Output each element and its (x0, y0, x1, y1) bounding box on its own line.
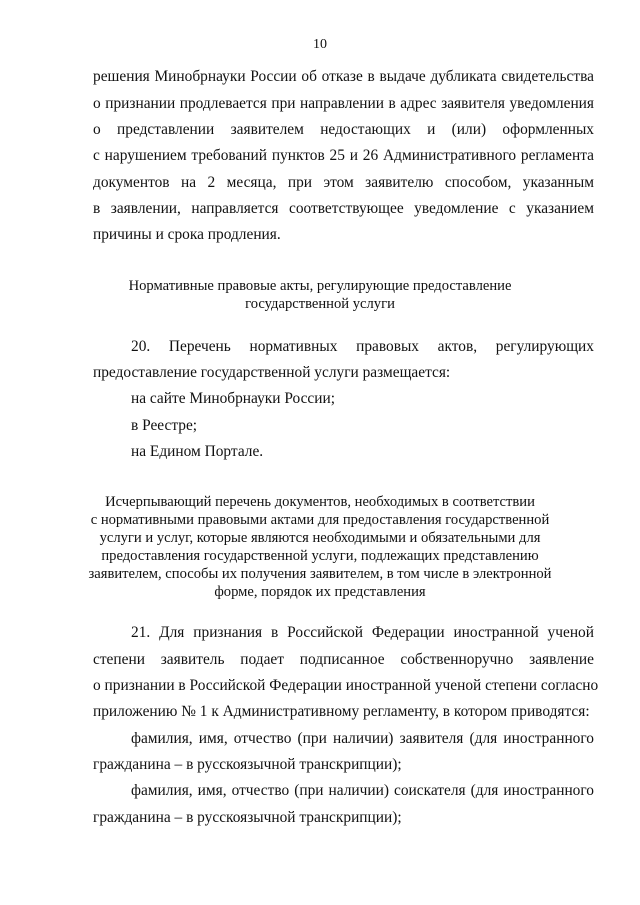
heading-line: предоставления государственной услуги, подлежащих представлению (101, 548, 539, 564)
text-line: гражданина – в русскоязычной транскрипции); (93, 756, 402, 773)
text-line: приложению № 1 к Административному регламенту, в котором приводятся: (93, 703, 590, 720)
heading-line: заявителем, способы их получения заявителем, в том числе в электронной (88, 566, 552, 582)
text-line: решения Минобрнауки России об отказе в выдаче дубликата свидетельства (93, 68, 594, 85)
text-line: причины и срока продления. (93, 226, 281, 243)
list-item: в Реестре; (131, 417, 198, 434)
text-line: о представлении заявителем недостающих и (или) оформленных (93, 121, 594, 138)
heading-line: услуги и услуг, которые являются необходимыми и обязательными для (99, 530, 541, 546)
heading-line: с нормативными правовыми актами для предоставления государственной (90, 512, 550, 528)
page-number: 10 (313, 37, 327, 52)
text-line: с нарушением требований пунктов 25 и 26 Административного регламента (93, 147, 594, 164)
text-line: фамилия, имя, отчество (при наличии) заявителя (для иностранного (131, 730, 594, 747)
text-line: 21. Для признания в Российской Федерации иностранной ученой (131, 624, 594, 641)
heading-line: Исчерпывающий перечень документов, необходимых в соответствии (105, 494, 535, 510)
text-line: в заявлении, направляется соответствующее уведомление с указанием (93, 200, 594, 217)
text-line: степени заявитель подает подписанное собственноручно заявление (93, 651, 594, 668)
heading-line: форме, порядок их представления (214, 584, 426, 600)
text-line: предоставление государственной услуги размещается: (93, 364, 451, 381)
text-line: фамилия, имя, отчество (при наличии) соискателя (для иностранного (131, 782, 594, 799)
list-item: на Едином Портале. (131, 443, 264, 460)
heading-line: государственной услуги (245, 296, 395, 312)
text-line: о признании продлевается при направлении в адрес заявителя уведомления (93, 95, 594, 112)
heading-line: Нормативные правовые акты, регулирующие предоставление (128, 278, 512, 294)
text-line: о признании в Российской Федерации иностранной ученой степени согласно (93, 677, 599, 694)
text-line: гражданина – в русскоязычной транскрипции); (93, 809, 402, 826)
text-line: документов на 2 месяца, при этом заявителю способом, указанным (93, 174, 594, 191)
list-item: на сайте Минобрнауки России; (131, 390, 335, 407)
text-line: 20. Перечень нормативных правовых актов, регулирующих (131, 338, 594, 355)
